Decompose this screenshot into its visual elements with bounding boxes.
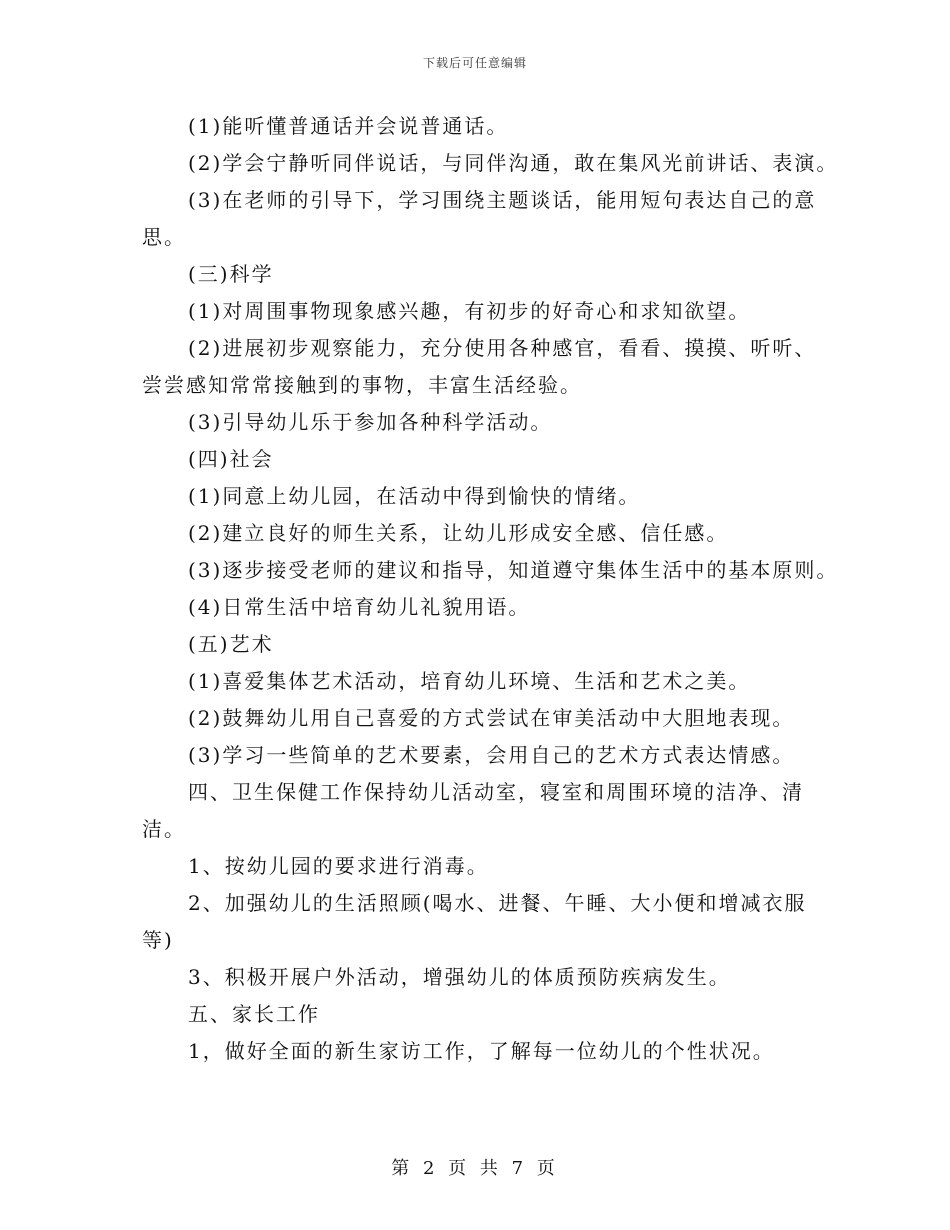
text-line: 思。 bbox=[142, 225, 186, 249]
text-line: 1、按幼儿园的要求进行消毒。 bbox=[188, 854, 489, 878]
text-line: 等) bbox=[142, 928, 174, 952]
text-line: 洁。 bbox=[142, 817, 186, 841]
document-body bbox=[142, 108, 839, 1070]
section-heading: 四、卫生保健工作保持幼儿活动室，寝室和周围环境的洁净、清 bbox=[188, 780, 804, 804]
text-line: (2)学会宁静听同伴说话，与同伴沟通，敢在集风光前讲话、表演。 bbox=[188, 151, 839, 175]
text-line: 2、加强幼儿的生活照顾(喝水、进餐、午睡、大小便和增减衣服 bbox=[188, 891, 807, 915]
text-line: (3)学习一些简单的艺术要素，会用自己的艺术方式表达情感。 bbox=[188, 743, 795, 767]
text-line: (2)进展初步观察能力，充分使用各种感官，看看、摸摸、听听、 bbox=[188, 336, 817, 360]
section-heading: (三)科学 bbox=[188, 262, 274, 286]
page-number: 第 2 页 共 7 页 bbox=[391, 1158, 559, 1179]
text-line: 1，做好全面的新生家访工作，了解每一位幼儿的个性状况。 bbox=[188, 1039, 775, 1063]
page-header: 下载后可任意编辑 bbox=[422, 56, 527, 70]
text-line: (3)在老师的引导下，学习围绕主题谈话，能用短句表达自己的意 bbox=[188, 188, 817, 212]
text-line: (3)引导幼儿乐于参加各种科学活动。 bbox=[188, 410, 553, 434]
section-heading: (四)社会 bbox=[188, 447, 274, 471]
text-line: (2)建立良好的师生关系，让幼儿形成安全感、信任感。 bbox=[188, 521, 729, 545]
text-line: (1)能听懂普通话并会说普通话。 bbox=[188, 114, 509, 138]
text-line: 3、积极开展户外活动，增强幼儿的体质预防疾病发生。 bbox=[188, 965, 731, 989]
text-line: (1)同意上幼儿园，在活动中得到愉快的情绪。 bbox=[188, 484, 641, 508]
text-line: (4)日常生活中培育幼儿礼貌用语。 bbox=[188, 595, 531, 619]
text-line: (2)鼓舞幼儿用自己喜爱的方式尝试在审美活动中大胆地表现。 bbox=[188, 706, 795, 730]
text-line: 尝尝感知常常接触到的事物，丰富生活经验。 bbox=[142, 373, 582, 397]
section-heading: 五、家长工作 bbox=[188, 1002, 320, 1026]
section-heading: (五)艺术 bbox=[188, 632, 274, 656]
text-line: (1)对周围事物现象感兴趣，有初步的好奇心和求知欲望。 bbox=[188, 299, 751, 323]
text-line: (3)逐步接受老师的建议和指导，知道遵守集体生活中的基本原则。 bbox=[188, 558, 839, 582]
text-line: (1)喜爱集体艺术活动，培育幼儿环境、生活和艺术之美。 bbox=[188, 669, 751, 693]
